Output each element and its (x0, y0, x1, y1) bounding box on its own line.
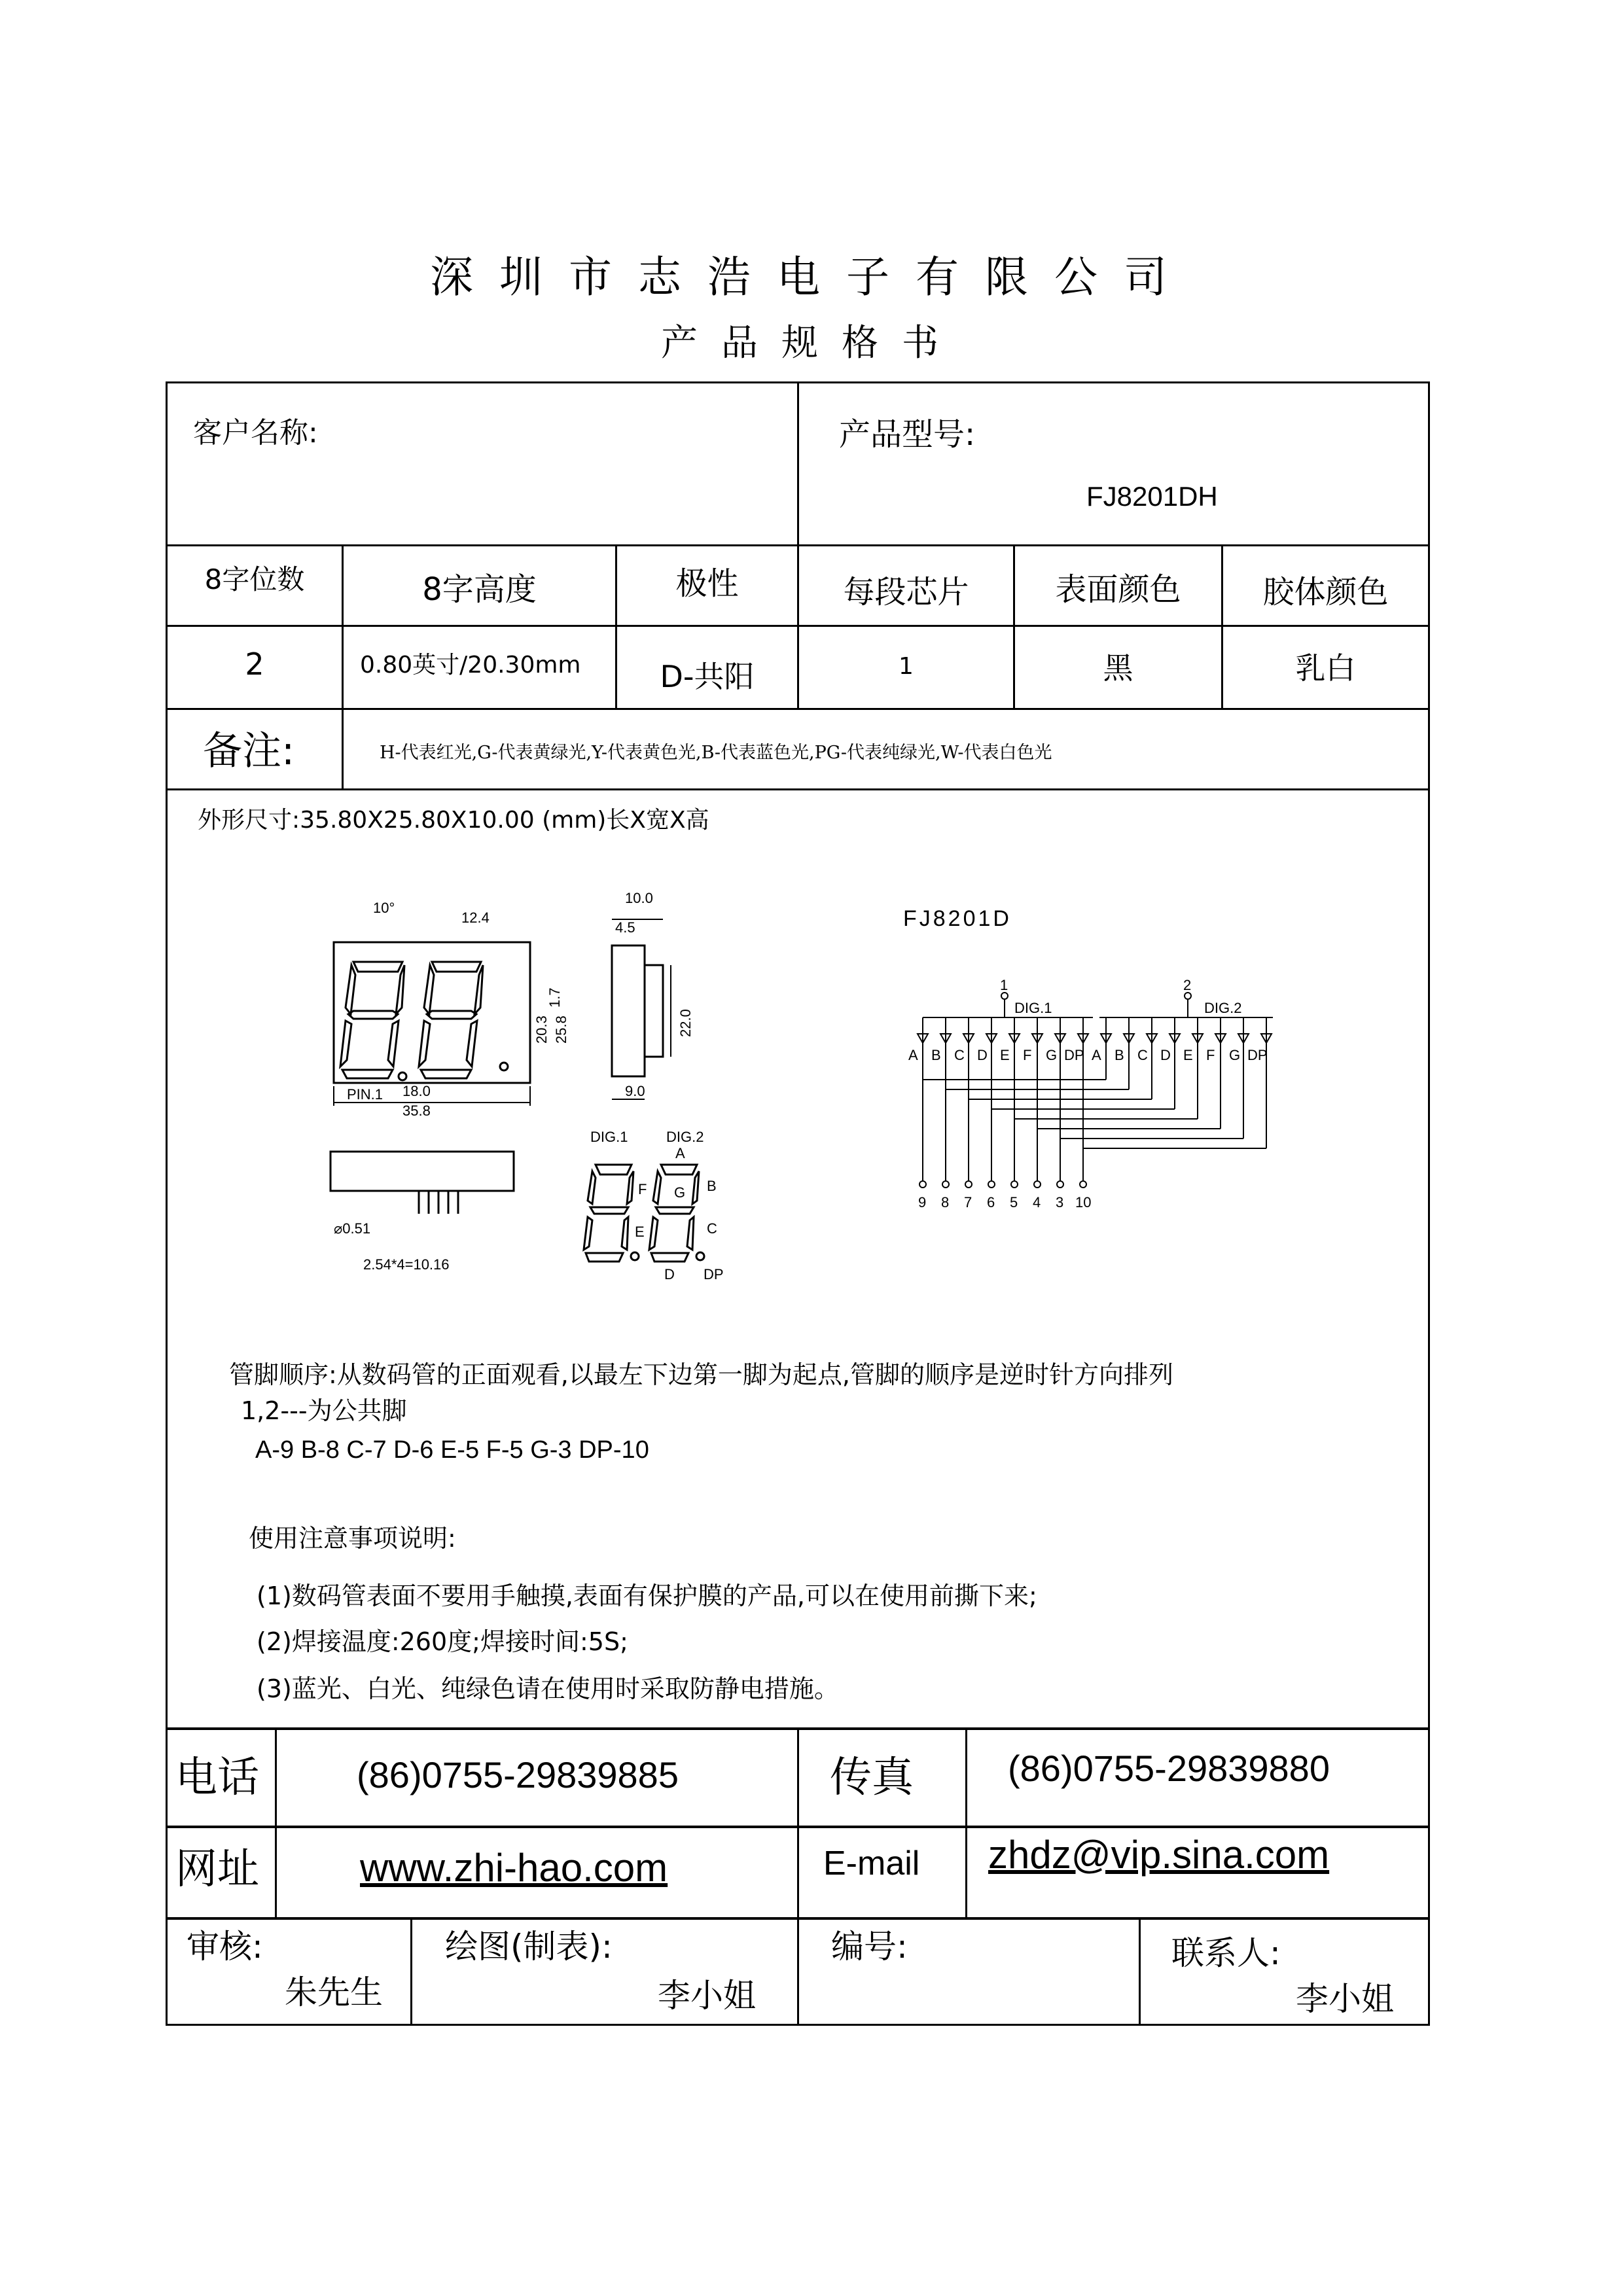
tel-label: 电话 (175, 1754, 259, 1802)
spec-header-epoxy: 胶体颜色 (1262, 574, 1389, 610)
circuit-seg2-e: E (1183, 1047, 1193, 1063)
spec-header-polarity: 极性 (675, 565, 739, 602)
circuit-seg2-g: G (1229, 1047, 1241, 1063)
circuit-pin-f: 4 (1033, 1194, 1041, 1210)
contact-person-name: 李小姐 (1296, 1980, 1394, 2018)
dim-side-height: 22.0 (677, 1009, 694, 1037)
seg-g: G (674, 1184, 686, 1201)
circuit-pin-e: 5 (1010, 1194, 1018, 1210)
customer-label: 客户名称: (193, 416, 318, 450)
fax-label: 传真 (830, 1754, 914, 1802)
note-item-3: (3)蓝光、白光、纯绿色请在使用时采取防静电措施。 (257, 1674, 839, 1703)
seg-b: B (707, 1178, 717, 1194)
spec-header-digits: 8字位数 (204, 563, 305, 595)
circuit-diagram (883, 903, 1309, 1217)
dim-h1: 1.7 (546, 987, 563, 1008)
circuit-com1: 1 (1000, 977, 1008, 993)
dim-pitch: 18.0 (402, 1083, 431, 1099)
circuit-pin-c: 7 (964, 1194, 972, 1210)
circuit-seg1-d: D (977, 1047, 988, 1063)
mechanical-drawing (288, 883, 785, 1289)
dim-h2: 20.3 (533, 1016, 550, 1044)
seg-dig1: DIG.1 (590, 1129, 628, 1145)
spec-header-chips: 每段芯片 (843, 574, 969, 610)
web-label: 网址 (175, 1845, 259, 1894)
circuit-seg2-dp: DP (1247, 1047, 1268, 1063)
pin-order-text: 管脚顺序:从数码管的正面观看,以最左下边第一脚为起点,管脚的顺序是逆时针方向排列 (229, 1360, 1173, 1389)
notes-title: 使用注意事项说明: (249, 1524, 456, 1553)
dim-angle: 10° (373, 900, 395, 916)
spec-value-chips: 1 (899, 653, 914, 680)
tel-value: (86)0755-29839885 (357, 1754, 679, 1795)
circuit-seg1-a: A (908, 1047, 918, 1063)
dim-pin-diameter: ⌀0.51 (334, 1220, 371, 1237)
number-label: 编号: (831, 1928, 908, 1966)
review-label: 审核: (187, 1928, 263, 1966)
email-link[interactable]: zhdz@vip.sina.com (988, 1833, 1330, 1877)
model-label: 产品型号: (839, 416, 976, 453)
circuit-pin-d: 6 (987, 1194, 995, 1210)
dim-segment: 12.4 (461, 910, 490, 926)
spec-header-surface: 表面颜色 (1055, 571, 1181, 608)
spec-value-digits: 2 (245, 646, 264, 682)
circuit-pin-a: 9 (918, 1194, 927, 1210)
remarks-text: H-代表红光,G-代表黄绿光,Y-代表黄色光,B-代表蓝色光,PG-代表纯绿光,W-代表白色光 (380, 743, 1052, 763)
seg-d: D (664, 1266, 675, 1282)
draw-name: 李小姐 (658, 1977, 756, 2015)
seg-e: E (635, 1224, 645, 1240)
circuit-seg2-a: A (1092, 1047, 1101, 1063)
note-item-2: (2)焊接温度:260度;焊接时间:5S; (257, 1627, 628, 1656)
seg-dig2: DIG.2 (666, 1129, 704, 1145)
pin-mapping-text: A-9 B-8 C-7 D-6 E-5 F-5 G-3 DP-10 (255, 1436, 649, 1464)
circuit-pin-g: 3 (1056, 1194, 1064, 1210)
spec-value-surface: 黑 (1103, 650, 1133, 686)
circuit-dig2: DIG.2 (1204, 1000, 1242, 1016)
dim-width: 35.8 (402, 1103, 431, 1119)
document-title: 产品规格书 (661, 322, 962, 364)
fax-value: (86)0755-29839880 (1008, 1748, 1330, 1789)
circuit-seg1-e: E (1000, 1047, 1010, 1063)
circuit-pin-dp: 10 (1075, 1194, 1092, 1210)
dim-side-width: 9.0 (625, 1083, 645, 1099)
common-pin-text: 1,2---为公共脚 (241, 1396, 407, 1425)
circuit-seg2-d: D (1160, 1047, 1171, 1063)
circuit-seg2-c: C (1137, 1047, 1148, 1063)
circuit-com2: 2 (1183, 977, 1192, 993)
spec-value-epoxy: 乳白 (1295, 650, 1356, 686)
website-link[interactable]: www.zhi-hao.com (360, 1846, 668, 1890)
spec-value-polarity: D-共阳 (660, 659, 755, 694)
dim-depth: 10.0 (625, 890, 653, 906)
circuit-seg2-f: F (1206, 1047, 1215, 1063)
draw-label: 绘图(制表): (445, 1928, 613, 1966)
circuit-seg2-b: B (1115, 1047, 1124, 1063)
circuit-dig1: DIG.1 (1014, 1000, 1052, 1016)
circuit-seg1-g: G (1046, 1047, 1058, 1063)
circuit-seg1-dp: DP (1064, 1047, 1084, 1063)
spec-header-height: 8字高度 (422, 571, 537, 608)
spec-value-height: 0.80英寸/20.30mm (360, 652, 581, 679)
circuit-title: FJ8201D (903, 906, 1012, 931)
review-name: 朱先生 (285, 1973, 383, 2011)
model-value: FJ8201DH (1086, 481, 1218, 512)
seg-f: F (638, 1181, 647, 1197)
dim-h3: 25.8 (553, 1016, 569, 1044)
email-label: E-mail (823, 1845, 920, 1882)
outline-dimensions: 外形尺寸:35.80X25.80X10.00 (mm)长X宽X高 (198, 807, 709, 834)
note-item-1: (1)数码管表面不要用手触摸,表面有保护膜的产品,可以在使用前撕下来; (257, 1581, 1037, 1610)
dim-depth2: 4.5 (615, 919, 635, 936)
remarks-label: 备注: (203, 728, 295, 774)
circuit-seg1-c: C (954, 1047, 965, 1063)
seg-a: A (675, 1145, 685, 1161)
company-name: 深圳市志浩电子有限公司 (430, 252, 1193, 302)
circuit-seg1-b: B (931, 1047, 941, 1063)
seg-dp: DP (704, 1266, 724, 1282)
seg-c: C (707, 1220, 717, 1237)
pin1-label: PIN.1 (347, 1086, 383, 1103)
dim-pin-span: 2.54*4=10.16 (363, 1256, 450, 1273)
circuit-seg1-f: F (1023, 1047, 1032, 1063)
circuit-pin-b: 8 (941, 1194, 950, 1210)
contact-person-label: 联系人: (1171, 1934, 1281, 1972)
